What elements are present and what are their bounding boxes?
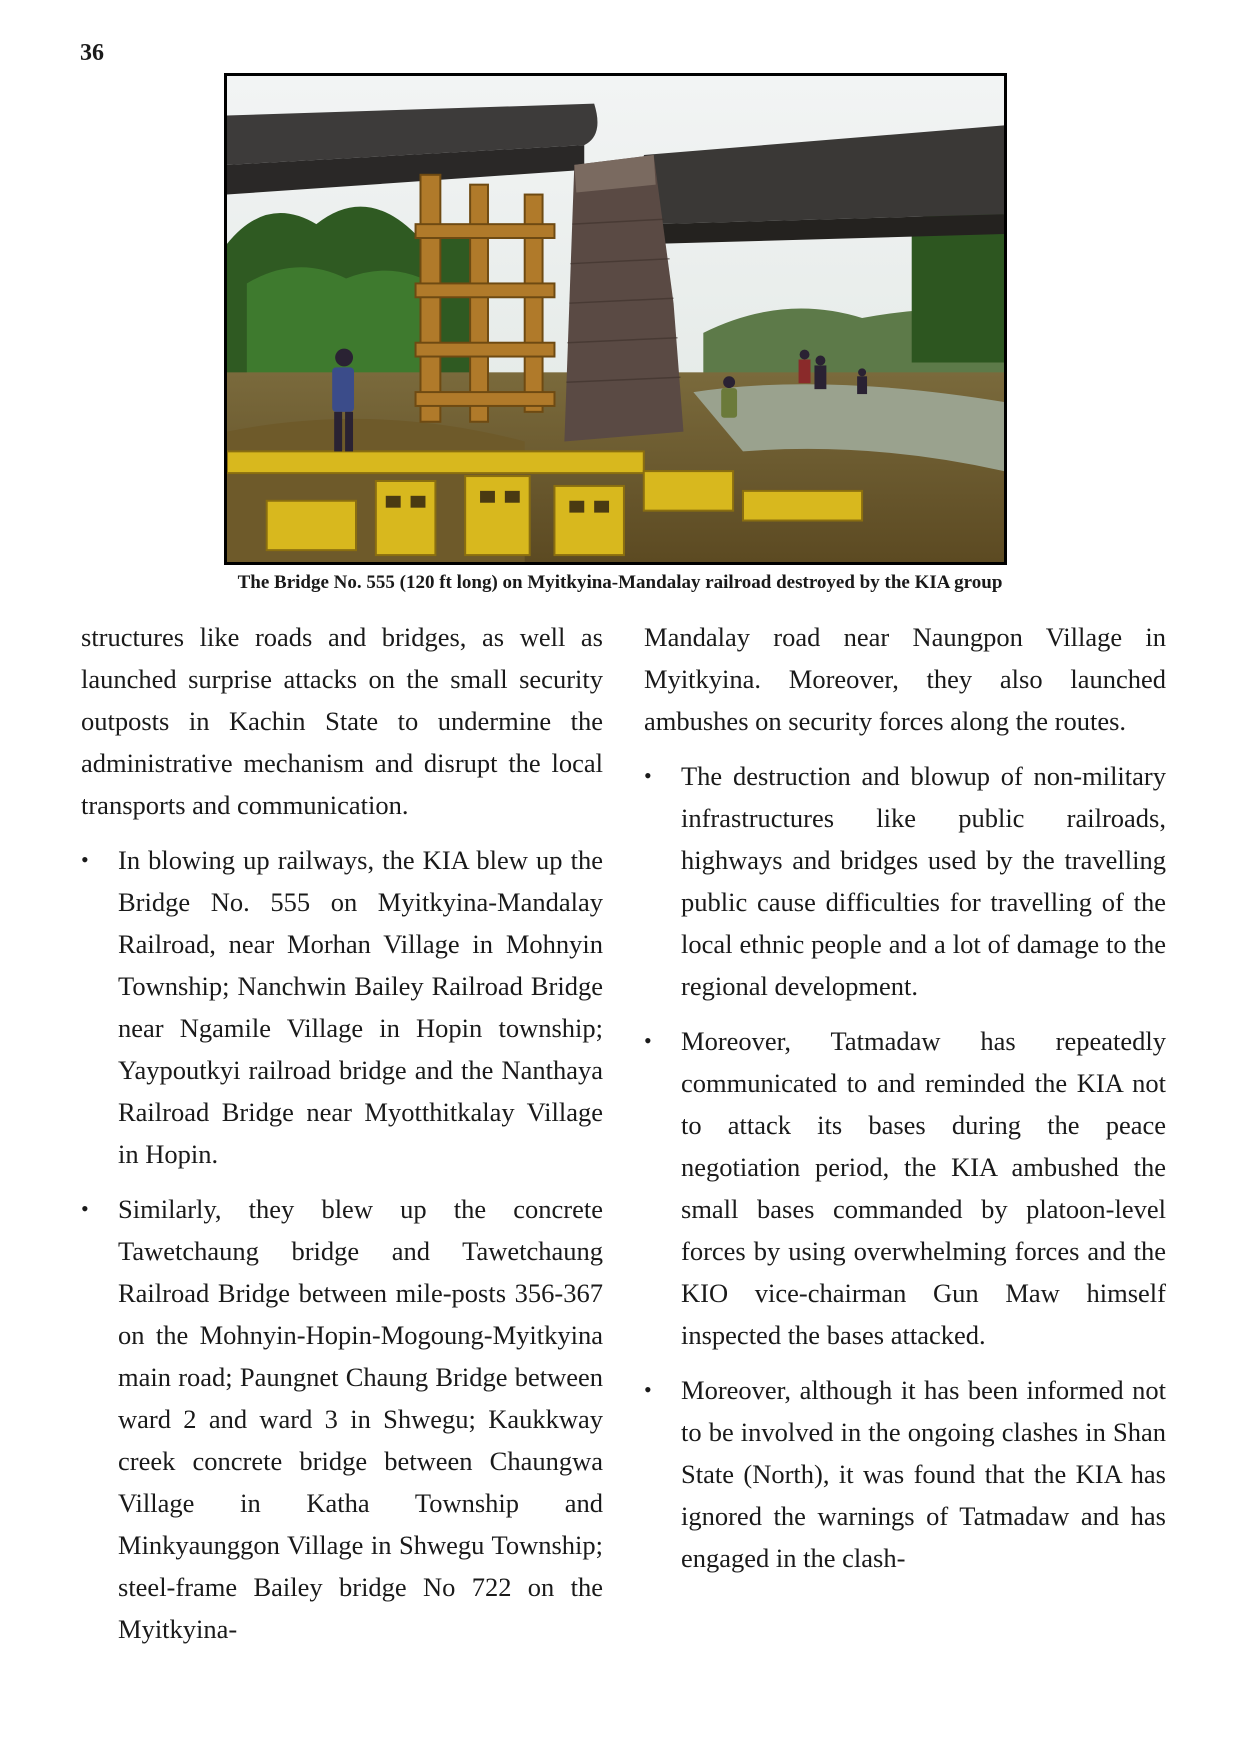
continuation-paragraph: Mandalay road near Naungpon Village in Myitkyina. Moreover, they also launched ambushes on security forces along the routes. bbox=[644, 622, 1166, 736]
right-bullet-list bbox=[644, 755, 1166, 1579]
list-item bbox=[81, 839, 603, 1175]
list-item bbox=[644, 1369, 1166, 1579]
list-item-text: The destruction and blowup of non-military infrastructures like public railroads, highways and bridges used by the travelling public cause difficulties for travelling of the local ethnic people and a lot of damage to the regional development. bbox=[681, 761, 1166, 1001]
bullet-icon: • bbox=[81, 847, 89, 872]
bullet-icon: • bbox=[644, 763, 652, 788]
bullet-icon: • bbox=[81, 1196, 89, 1221]
list-item-text: In blowing up railways, the KIA blew up the Bridge No. 555 on Myitkyina-Mandalay Railroad, near Morhan Village in Mohnyin Township; Nanchwin Bailey Railroad Bridge near Ngamile Village in Hopin township; Yaypoutkyi railroad bridge and the Nanthaya Railroad Bridge near Myotthitkalay Village in Hopin. bbox=[118, 845, 603, 1169]
intro-paragraph: structures like roads and bridges, as well as launched surprise attacks on the small security outposts in Kachin State to undermine the administrative mechanism and disrupt the local transports and communication. bbox=[81, 622, 603, 820]
list-item bbox=[644, 755, 1166, 1007]
bullet-icon: • bbox=[644, 1028, 652, 1053]
list-item-text: Moreover, although it has been informed not to be involved in the ongoing clashes in Shan State (North), it was found that the KIA has ignored the warnings of Tatmadaw and has engaged in the clash- bbox=[681, 1375, 1166, 1573]
figure-caption: The Bridge No. 555 (120 ft long) on Myitkyina-Mandalay railroad destroyed by the KIA group bbox=[237, 572, 1003, 593]
list-item-text: Moreover, Tatmadaw has repeatedly communicated to and reminded the KIA not to attack its bases during the peace negotiation period, the KIA ambushed the small bases commanded by platoon-level forces by using overwhelming forces and the KIO vice-chairman Gun Maw himself inspected the bases attacked. bbox=[681, 1026, 1166, 1350]
page-number: 36 bbox=[80, 40, 104, 66]
list-item bbox=[644, 1020, 1166, 1356]
bullet-icon: • bbox=[644, 1377, 652, 1402]
list-item-text: Similarly, they blew up the concrete Tawetchaung bridge and Tawetchaung Railroad Bridge between mile-posts 356-367 on the Mohnyin-Hopin-Mogoung-Myitkyina main road; Paungnet Chaung Bridge between ward 2 and ward 3 in Shwegu; Kaukkway creek concrete bridge between Chaungwa Village in Katha Township and Minkyaunggon Village in Shwegu Township; steel-frame Bailey bridge No 722 on the Myitkyina- bbox=[118, 1194, 603, 1644]
left-bullet-list bbox=[81, 839, 603, 1650]
bridge-photo-illustration bbox=[227, 76, 1004, 562]
left-column bbox=[81, 616, 603, 1663]
bridge-photo bbox=[224, 73, 1007, 565]
right-column bbox=[644, 616, 1166, 1592]
list-item bbox=[81, 1188, 603, 1650]
